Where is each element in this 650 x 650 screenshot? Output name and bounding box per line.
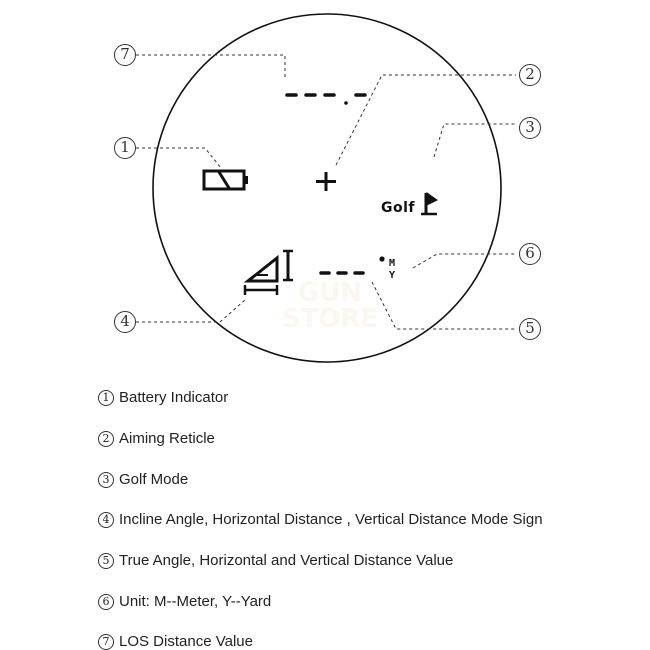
legend-number: 2	[98, 431, 114, 447]
callout-4: 4	[114, 311, 136, 333]
legend-item-incline-mode	[98, 511, 543, 528]
legend-text: Incline Angle, Horizontal Distance , Vertical Distance Mode Sign	[119, 511, 543, 528]
legend-number: 1	[98, 390, 114, 406]
battery-icon	[204, 171, 248, 189]
legend-text: Golf Mode	[119, 471, 189, 488]
unit-meter-label: M	[389, 258, 396, 269]
legend-number: 3	[98, 472, 114, 488]
golf-flag-icon	[421, 193, 437, 214]
callout-1: 1	[114, 137, 136, 159]
legend-text: Battery Indicator	[119, 389, 229, 406]
legend-text: Unit: M--Meter, Y--Yard	[119, 593, 272, 610]
legend-text: LOS Distance Value	[119, 633, 253, 650]
legend-number: 7	[98, 634, 114, 650]
legend-number: 4	[98, 512, 114, 528]
watermark-line-1: GUN	[297, 278, 363, 308]
legend-item-los-distance	[98, 633, 253, 650]
aiming-reticle-icon	[316, 172, 336, 191]
legend-item-reticle	[98, 430, 215, 447]
legend-item-true-angle	[98, 552, 453, 569]
callout-5: 5	[519, 318, 541, 340]
watermark-line-2: STORE	[281, 304, 379, 334]
legend-text: True Angle, Horizontal and Vertical Distance Value	[119, 552, 454, 569]
legend-text: Aiming Reticle	[119, 430, 215, 447]
legend-number: 5	[98, 553, 114, 569]
legend-item-battery	[98, 389, 228, 406]
unit-yard-label: Y	[389, 270, 396, 281]
legend-item-golf-mode	[98, 471, 188, 488]
callout-7: 7	[114, 44, 136, 66]
callout-3: 3	[519, 117, 541, 139]
legend-number: 6	[98, 594, 114, 610]
legend-item-unit	[98, 593, 271, 610]
unit-indicator-dot	[379, 256, 384, 261]
watermark	[250, 280, 410, 332]
callout-6: 6	[519, 243, 541, 265]
callout-2: 2	[519, 64, 541, 86]
los-distance-display	[287, 95, 365, 105]
golf-mode-label: Golf	[381, 200, 415, 216]
